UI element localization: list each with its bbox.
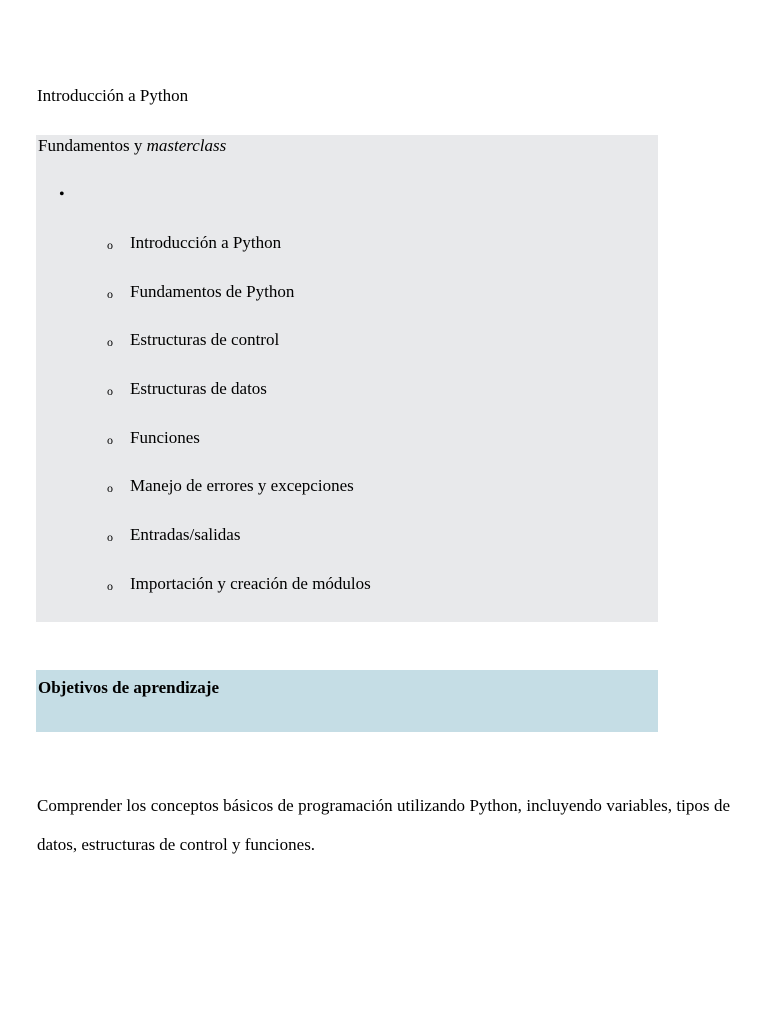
course-heading-emphasis: masterclass xyxy=(146,136,227,155)
sub-bullet-marker: o xyxy=(107,530,113,545)
page-title: Introducción a Python xyxy=(37,86,189,105)
sub-bullet-marker: o xyxy=(107,384,113,399)
objectives-box xyxy=(36,670,658,732)
topic-label: Entradas/salidas xyxy=(130,525,241,545)
topic-label: Funciones xyxy=(130,427,200,447)
sub-bullet-marker: o xyxy=(107,286,113,301)
course-heading xyxy=(38,136,226,156)
course-outline-box xyxy=(36,135,658,622)
sub-bullet-marker: o xyxy=(107,578,113,593)
topic-label: Estructuras de control xyxy=(130,330,280,350)
sub-bullet-marker: o xyxy=(107,481,113,496)
course-heading-text: Fundamentos y xyxy=(38,136,147,155)
topic-label: Fundamentos de Python xyxy=(130,281,295,301)
bullet-marker: • xyxy=(59,186,65,203)
topic-label: Introducción a Python xyxy=(130,233,282,252)
topic-label: Importación y creación de módulos xyxy=(130,573,371,593)
objectives-paragraph: Comprender los conceptos básicos de programación utilizando Python, incluyendo variables, tipos de datos, estructuras de control y funciones. xyxy=(37,796,730,854)
sub-bullet-marker: o xyxy=(107,335,113,350)
sub-bullet-marker: o xyxy=(107,238,113,252)
topic-label: Manejo de errores y excepciones xyxy=(130,476,354,496)
sub-bullet-marker: o xyxy=(107,432,113,447)
topic-label: Estructuras de datos xyxy=(130,379,267,399)
objectives-title: Objetivos de aprendizaje xyxy=(38,678,220,697)
